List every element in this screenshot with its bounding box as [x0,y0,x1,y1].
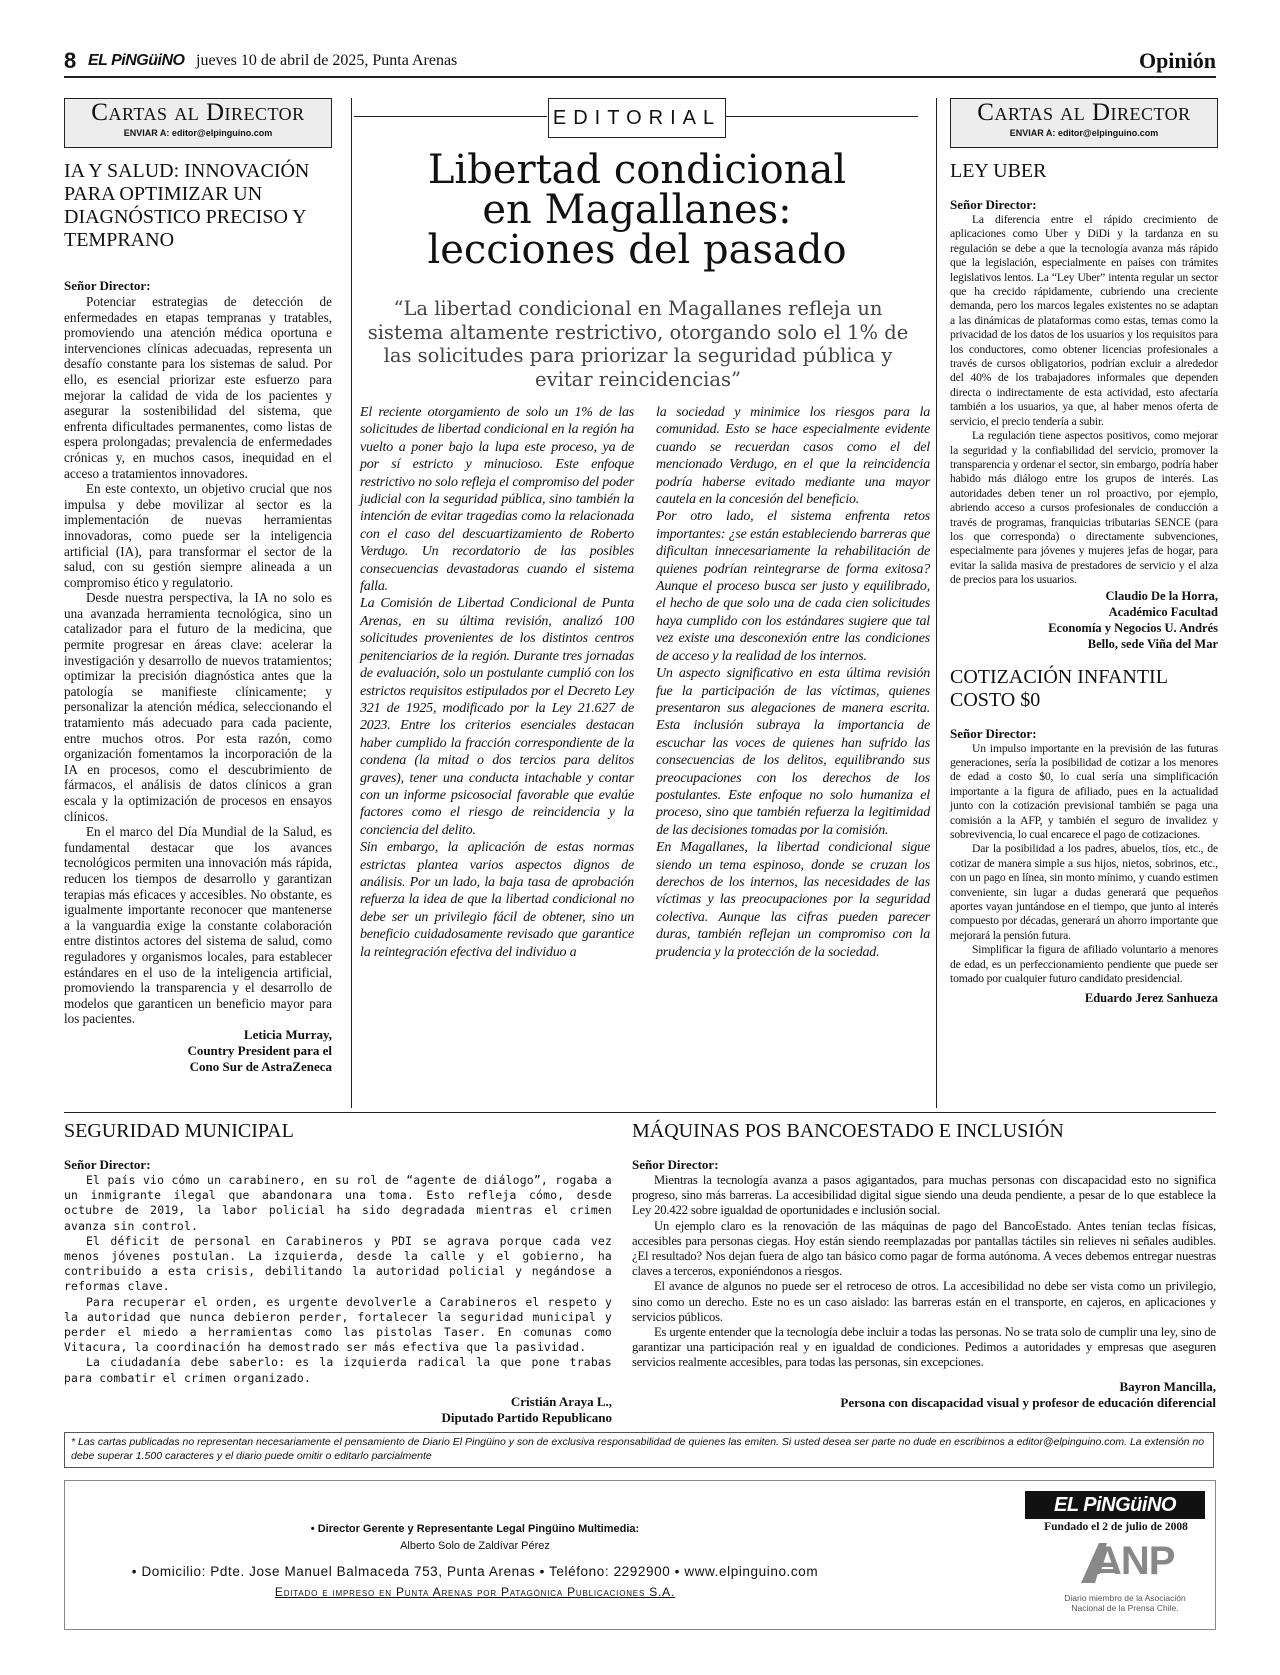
letters-header-right [950,98,1218,148]
paragraph: Sin embargo, la aplicación de estas normas estrictas plantea varios aspectos dignos de análisis. Por un lado, la baja tasa de aprobación refuerza la idea de que la libertad condicional no debe ser un privilegio fácil de obtener, sino un beneficio cuidadosamente revisado que garantice la reintegración efectiva del individuo a [360,840,634,960]
signature-line: Economía y Negocios U. Andrés [1048,620,1218,635]
signature [632,1379,1216,1411]
signature [64,1027,332,1075]
editorial-col-1 [360,404,634,961]
page-header [64,48,1216,78]
signature [64,1394,612,1426]
signature-line: Persona con discapacidad visual y profesor de educación diferencial [840,1394,1216,1410]
column-divider [351,98,352,1108]
salutation: Señor Director: [64,278,151,293]
title-line: COSTO $0 [950,688,1041,711]
signature-line: Cristián Araya L., [510,1393,612,1409]
salutation: Señor Director: [950,197,1037,212]
salutation: Señor Director: [950,725,1037,741]
director-label: • Director Gerente y Representante Legal Pingüino Multimedia: [310,1523,640,1535]
letter-pos [632,1120,1216,1411]
signature-line: Diputado Partido Republicano [441,1409,612,1425]
title-line: lecciones del pasado [427,227,847,273]
paragraph: El país vio cómo un carabinero, en su rol de “agente de diálogo”, rogaba a un inmigrante ilegal que abandonara una toma. Esto refleja cómo, desde octubre de 2019, la labor policial ha sido degradada mientras el crimen avanza sin control. [64,1173,612,1233]
paragraph: la sociedad y minimice los riesgos para la comunidad. Esto se hace especialmente evidente cuando se recuerdan casos como el del mencionado Verdugo, en el que la reincidencia podría haberse evitado mediante una mayor cautela en la concesión del beneficio. [656,405,930,508]
signature-line: Country President para el [187,1042,332,1058]
letter-body [632,1173,1216,1371]
signature-line: Leticia Murray, [243,1026,332,1042]
signature-line: Bayron Mancilla, [1119,1378,1216,1394]
paragraph: Un aspecto significativo en esta última revisión fue la participación de las víctimas, quienes presentaron sus alegaciones de manera escrita. Esta inclusión subraya la importancia de escuchar las voces de quienes han sufrido las consecuencias de los delitos, equilibrando sus preocupaciones con los derechos de los postulantes. Este enfoque no solo humaniza el proceso, sino que también refuerza la legitimidad de las decisiones tomadas por la comisión. [656,666,930,838]
paragraph: El reciente otorgamiento de solo un 1% de las solicitudes de libertad condicional en la región ha vuelto a poner bajo la lupa este proceso, ya de por sí estricto y minucioso. Este enfoque restrictivo no solo refleja el compromiso del poder judicial con la seguridad pública, sino también la intención de evitar tragedias como la relacionada con el caso del descuartizamiento de Roberto Verdugo. Un recordatorio de las posibles consecuencias devastadoras cuando el sistema falla. [360,405,634,595]
header-rule [64,76,1216,78]
editorial-col-2 [656,404,930,961]
paragraph: Dar la posibilidad a los padres, abuelos, tíos, etc., de cotizar de manera simple a sus hijos, nietos, sobrinos, etc., con un pago en línea, sin monto mínimo, y cuando estimen conveniente, sin lugar a dudas generará que pequeños aportes vayan juntándose en el tiempo, que junto al interés compuesto por décadas, generará un ahorro importante que mejorará la pensión futura. [950,842,1218,942]
brand-logo: EL PiNGüiNO [88,52,185,69]
signature-line: Claudio De la Horra, [1105,588,1218,603]
paragraph: En Magallanes, la libertad condicional sigue siendo un tema espinoso, donde se cruzan los derechos de los internos, las necesidades de las víctimas y las preocupaciones por la seguridad colectiva. Aunque las cifras pueden parecer duras, también reflejan un compromiso con la prudencia y la protección de la sociedad. [656,840,930,960]
letter-body [950,213,1218,588]
signature-line: Bello, sede Viña del Mar [1087,636,1218,651]
paragraph: La Comisión de Libertad Condicional de Punta Arenas, en su última revisión, analizó 100 solicitudes provenientes de los distintos centros penitenciarios de la región. Durante tres jornadas de evaluación, solo un postulante cumplió con los estrictos requisitos estipulados por el Decreto Ley 321 de 1925, modificado por la Ley 21.627 de 2023. Entre los criterios esenciales destacan haber cumplido la fracción correspondiente de la condena (la mitad o dos tercios para delitos graves), tener una conducta intachable y contar con un informe psicosocial favorable que evalúe factores como el riesgo de reincidencia y la conciencia del delito. [360,596,634,838]
paragraph: Para recuperar el orden, es urgente devolverle a Carabineros el respeto y la autoridad que nunca debieron perder, fortalecer la seguridad municipal y perder el miedo a herramientas como las pistolas Taser. En comunas como Vitacura, la coordinación ha demostrado ser más efectiva que la pasividad. [64,1294,612,1355]
disclaimer-text: * Las cartas publicadas no representan necesariamente el pensamiento de Diario El Pingüino y son de exclusiva responsabilidad de quienes las emiten. Si usted desea ser parte no dude en escribirnos a editor@elpinguino.com. La extensión no debe superar 1.500 caracteres y el diario puede omitir o editarlo parcialmente [71,1436,1205,1462]
paragraph: Es urgente entender que la tecnología debe incluir a todas las personas. No se trata solo de cumplir una ley, sino de garantizar una participación real y en igualdad de condiciones. Pedimos a autoridades y empresas que aseguren servicios realmente accesibles, para todas las personas, sin excepciones. [632,1325,1216,1370]
signature-line: Cono Sur de AstraZeneca [189,1058,332,1074]
column-divider [936,98,937,1108]
paragraph: La regulación tiene aspectos positivos, como mejorar la seguridad y la confiabilidad del servicio, promover la transparencia y ordenar el sector, sin embargo, podría haber habido más diálogo entre los grupos de interés. Las autoridades deben tener un rol proactivo, por ejemplo, abriendo acceso a cursos profesionales de conducción a través de programas, franquicias tributarias SENCE (para los que corresponda) o directamente subvenciones, especialmente para jóvenes y mujeres jefas de hogar, para evitar la salida masiva de prestadores de servicio y el alza de precios para los usuarios. [950,429,1218,587]
letters-header-title: Cartas al Director [977,99,1191,126]
editorial-rule [726,116,918,117]
anp-member-line: Nacional de la Prensa Chile. [1071,1603,1179,1613]
letter-body [950,742,1218,987]
editorial-label-text: EDITORIAL [552,107,722,129]
paragraph: Por otro lado, el sistema enfrenta retos importantes: ¿se están estableciendo barreras que dificultan innecesariamente la rehabilitación de quienes podrían reintegrarse de forma exitosa? Aunque el proceso busca ser justo y equilibrado, el hecho de que solo una de cada cien solicitudes haya cumplido con los estándares sugiere que tal vez existe una desconexión entre las condiciones de acceso y la realidad de los internos. [656,509,930,664]
letter-title: IA Y SALUD: INNOVACIÓN PARA OPTIMIZAR UN DIAGNÓSTICO PRECISO Y TEMPRANO [64,160,310,251]
title-line: en Magallanes: [482,187,792,233]
letters-header-left [64,98,332,148]
footer-address: • Domicilio: Pdte. Jose Manuel Balmaceda 753, Punta Arenas • Teléfono: 2292900 • www.elpinguino.com [131,1564,819,1579]
paragraph: En este contexto, un objetivo crucial que nos impulsa y debe movilizar al sector es la implementación de nuevas herramientas innovadoras, como puede ser la inteligencia artificial (IA), para transformar el sector de la salud, con su gestión siempre alineada a un compromiso ético y regulatorio. [64,481,332,590]
letter-body [64,294,332,1027]
letters-header-email: ENVIAR A: editor@elpinguino.com [123,128,273,138]
paragraph: Un impulso importante en la previsión de las futuras generaciones, sería la posibilidad de cotizar a los menores de edad a costo $0, lo cual sería una simplificación importante a la figura de afiliado, pues en la actualidad junto con la cotización previsional también se paga una comisión a la AFP, y también el seguro de invalidez y sobrevivencia, lo cual encarece el pago de cotizaciones. [950,741,1218,841]
anp-logo [1075,1537,1175,1587]
signature-line: Eduardo Jerez Sanhueza [1084,991,1218,1006]
letter-uber [950,160,1218,1006]
letter-body [64,1173,612,1386]
footer-box [64,1480,1216,1630]
paragraph: Potenciar estrategias de detección de enfermedades en etapas tempranas y tratables, promoviendo una atención médica oportuna e intervenciones clínicas adecuadas, representa un desafío constante para los sistemas de salud. Por ello, es esencial priorizar este esfuerzo para mejorar la calidad de vida de los pacientes y asegurar la sostenibilidad del sistema, que enfrenta dificultades permanentes, como listas de espera prolongadas; prevalencia de enfermedades crónicas y, en muchos casos, inequidad en el acceso a tratamientos innovadores. [64,294,332,481]
paragraph: El déficit de personal en Carabineros y PDI se agrava porque cada vez menos jóvenes postulan. La izquierda, desde la calle y el gobierno, ha contribuido a esta crisis, debilitando la autoridad policial y negándose a reformas clave. [64,1233,612,1294]
anp-logo-text: ANP [1093,1539,1175,1583]
letters-header-title: Cartas al Director [91,99,305,126]
salutation: Señor Director: [632,1157,719,1172]
letter-ia [64,160,332,1075]
anp-member-text [1045,1593,1205,1613]
letters-header-email: ENVIAR A: editor@elpinguino.com [1009,128,1159,138]
paragraph: La ciudadanía debe saberlo: es la izquierda radical la que pone trabas para combatir el crimen organizado. [64,1355,612,1385]
paragraph: Desde nuestra perspectiva, la IA no solo es una avanzada herramienta tecnológica, sino un catalizador para el futuro de la medicina, que permite progresar en áreas clave: acelerar la investigación y desarrollo de nuevos tratamientos; optimizar la precisión diagnóstica antes que la patología se manifieste clínicamente; y personalizar la atención médica, seleccionando el tratamiento más adecuado para cada paciente, entre muchos otros. Por esta razón, como organización fomentamos la incorporación de la IA en procesos, como el descubrimiento de fármacos, el análisis de datos clínicos a gran escala y la optimización de procesos en ensayos clínicos. [64,590,332,824]
paragraph: Simplificar la figura de afiliado voluntario a menores de edad, es un perfeccionamiento pendiente que puede ser tomado por cualquier futuro candidato presidencial. [950,943,1218,986]
paragraph: La diferencia entre el rápido crecimiento de aplicaciones como Uber y DiDi y la tardanza en su regulación se debe a que la tecnología avanza más rápido que la legislación, especialmente en países con trámites legislativos lentos. La “Ley Uber” intenta regular un sector que ha crecido rápidamente, cubriendo una creciente demanda, pero los marcos legales existentes no se adaptan a las dinámicas de plataformas como estas, temas como la privacidad de los datos de los usuarios y los requisitos para los conductores, como obtener licencias profesionales a través de cursos obligatorios, podrían excluir a alrededor del 40% de los trabajadores informales que dependen directa o indirectamente de esta actividad, esto afectaría también a los usuarios, ya que, al haber menos oferta de servicio, el precio tendería a subir. [950,213,1218,428]
letter-title [950,666,1218,712]
section-name: Opinión [1138,48,1216,73]
paragraph: En el marco del Día Mundial de la Salud, es fundamental destacar que los avances tecnológicos permiten una innovación más rápida, reducen los tiempos de desarrollo y garantizan terapias más eficaces y accesibles. No obstante, es igualmente importante reconocer que mantenerse a la vanguardia exige la constante colaboración entre distintos actores del sistema de salud, como reguladores y organismos locales, para establecer estándares en el uso de la inteligencia artificial, promoviendo la transparencia y el desarrollo de modelos que garanticen un beneficio mayor para los pacientes. [64,824,332,1027]
letter-title: SEGURIDAD MUNICIPAL [64,1120,294,1142]
title-line: Libertad condicional [427,147,847,193]
paragraph: Mientras la tecnología avanza a pasos agigantados, para muchas personas con discapacidad esto no significa progreso, sino más barreras. La accesibilidad digital sigue siendo una deuda pendiente, a pesar de lo que establece la Ley 20.422 sobre igualdad de oportunidades e inclusión social. [632,1173,1216,1218]
director-name: Alberto Solo de Zaldívar Pérez [400,1540,550,1552]
editorial-rule [354,116,547,117]
paragraph: El avance de algunos no puede ser el retroceso de otros. La accesibilidad no debe ser vista como un privilegio, sino como un derecho. Este no es un caso aislado: las barreras están en el transporte, en cajeros, en aplicaciones y servicios públicos. [632,1279,1216,1324]
signature [950,588,1218,652]
editorial-pull-quote: “La libertad condicional en Magallanes refleja un sistema altamente restrictivo, otorgando solo el 1% de las solicitudes para priorizar la seguridad pública y evitar reincidencias” [367,297,909,391]
editorial-title [354,147,920,273]
dateline: jueves 10 de abril de 2025, Punta Arenas [196,52,458,69]
anp-member-line: Diario miembro de la Asociación [1064,1593,1186,1603]
disclaimer-box [64,1432,1214,1468]
letter-title: MÁQUINAS POS BANCOESTADO E INCLUSIÓN [632,1120,1064,1142]
page-number: 8 [64,48,77,73]
letter-seguridad [64,1120,612,1426]
section-rule [64,1112,1216,1113]
footer-info [65,1521,885,1601]
title-line: COTIZACIÓN INFANTIL [950,665,1168,688]
founded-text: Fundado el 2 de julio de 2008 [1044,1521,1188,1533]
signature-line: Académico Facultad [1108,604,1218,619]
footer-printed: Editado e impreso en Punta Arenas por Patagónica Publicaciones S.A. [274,1585,676,1599]
signature [950,990,1218,1006]
paragraph: Un ejemplo claro es la renovación de las máquinas de pago del BancoEstado. Antes tenían teclas físicas, accesibles para personas ciegas. Hoy están siendo reemplazadas por pantallas táctiles sin relieves ni señales audibles. ¿El resultado? Nos dejan fuera de algo tan básico como pagar de forma autónoma. A veces debemos entregar nuestras claves a terceros, exponiéndonos a riesgos. [632,1218,1216,1279]
editorial-label [548,98,726,138]
salutation: Señor Director: [64,1157,151,1172]
footer-logo: EL PiNGüiNO [1025,1491,1205,1519]
letter-title: LEY UBER [950,160,1047,182]
